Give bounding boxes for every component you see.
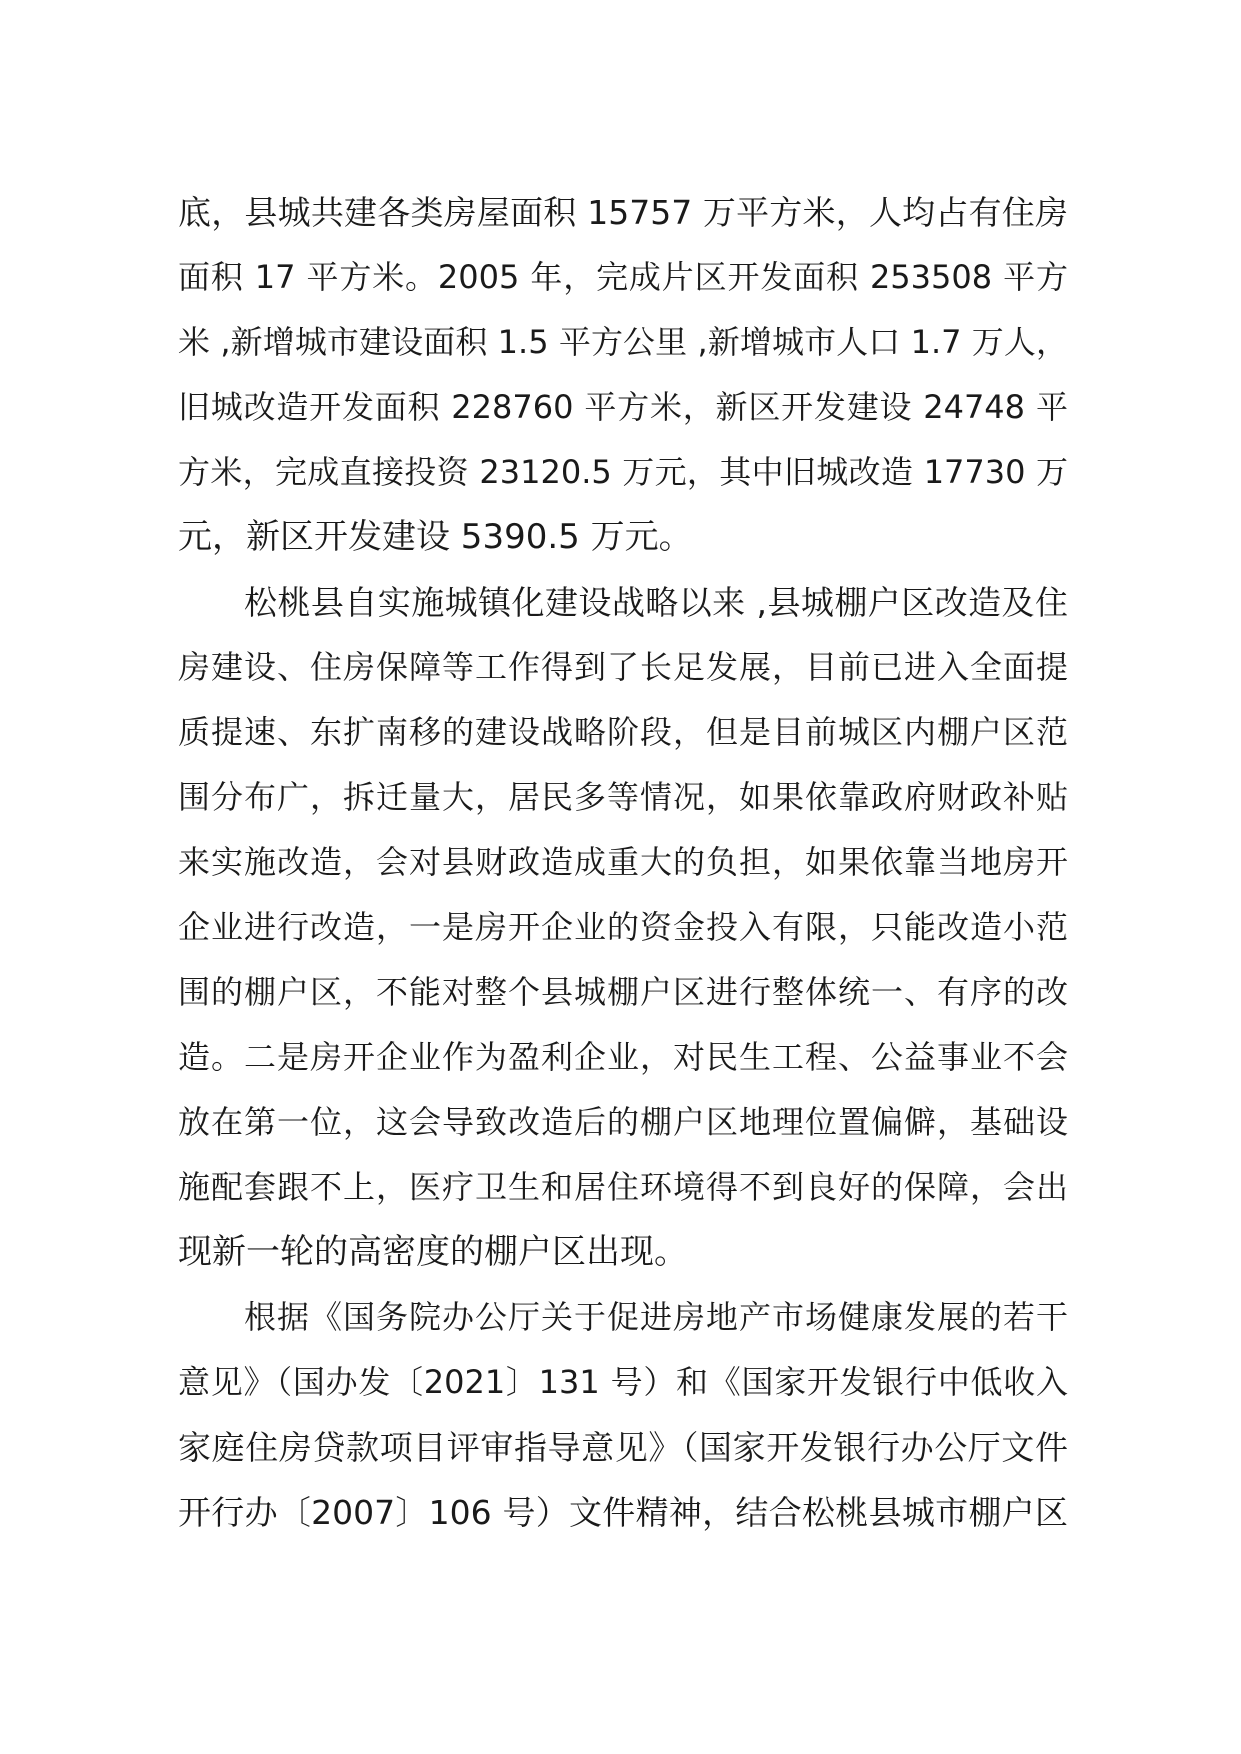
text-line: 面积 17 平方米。2005 年，完成片区开发面积 253508 平方 xyxy=(178,258,1068,296)
text-line: 来实施改造，会对县财政造成重大的负担，如果依靠当地房开 xyxy=(178,843,1068,881)
text-line: 底，县城共建各类房屋面积 15757 万平方米，人均占有住房 xyxy=(178,193,1068,232)
text-line: 方米，完成直接投资 23120.5 万元，其中旧城改造 17730 万 xyxy=(178,453,1068,491)
text-line: 家庭住房贷款项目评审指导意见》（国家开发银行办公厅文件 xyxy=(178,1428,1068,1467)
paragraph-1 xyxy=(178,180,1068,570)
text-line: 松桃县自实施城镇化建设战略以来 ,县城棚户区改造及住 xyxy=(244,583,1068,622)
text-line: 现新一轮的高密度的棚户区出现。 xyxy=(178,1232,688,1272)
body-text xyxy=(178,180,1068,1545)
text-line: 房建设、住房保障等工作得到了长足发展，目前已进入全面提 xyxy=(178,648,1068,686)
text-line: 围的棚户区，不能对整个县城棚户区进行整体统一、有序的改 xyxy=(178,973,1068,1011)
text-line: 开行办〔2007〕106 号）文件精神，结合松桃县城市棚户区 xyxy=(178,1493,1068,1532)
text-line: 造。二是房开企业作为盈利企业，对民生工程、公益事业不会 xyxy=(178,1038,1068,1076)
text-line: 元，新区开发建设 5390.5 万元。 xyxy=(178,517,693,557)
text-line: 米 ,新增城市建设面积 1.5 平方公里 ,新增城市人口 1.7 万人， xyxy=(178,323,1068,361)
text-line: 旧城改造开发面积 228760 平方米，新区开发建设 24748 平 xyxy=(178,388,1068,426)
text-line: 意见》（国办发〔2021〕131 号）和《国家开发银行中低收入 xyxy=(178,1363,1068,1401)
text-line: 围分布广，拆迁量大，居民多等情况，如果依靠政府财政补贴 xyxy=(178,778,1068,816)
text-line: 质提速、东扩南移的建设战略阶段，但是目前城区内棚户区范 xyxy=(178,713,1068,751)
paragraph-2 xyxy=(178,570,1068,1285)
text-line: 放在第一位，这会导致改造后的棚户区地理位置偏僻，基础设 xyxy=(178,1103,1068,1141)
text-line: 根据《国务院办公厅关于促进房地产市场健康发展的若干 xyxy=(244,1298,1068,1336)
text-line: 施配套跟不上，医疗卫生和居住环境得不到良好的保障，会出 xyxy=(178,1168,1068,1206)
text-line: 企业进行改造，一是房开企业的资金投入有限，只能改造小范 xyxy=(178,908,1068,946)
paragraph-3 xyxy=(178,1285,1068,1545)
